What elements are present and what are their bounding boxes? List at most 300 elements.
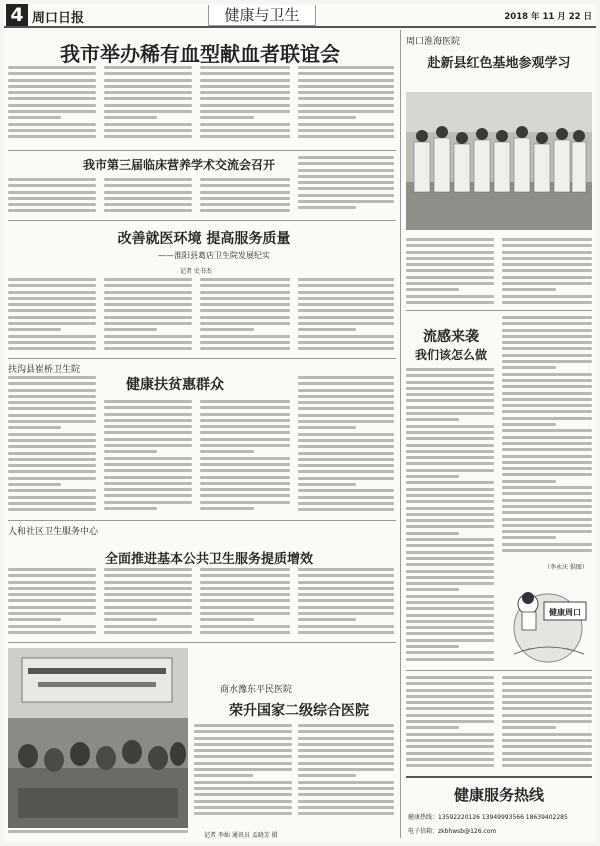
text-line (104, 400, 192, 403)
text-line (298, 194, 394, 197)
text-line (104, 618, 157, 621)
text-line (8, 191, 96, 194)
article-body (200, 400, 290, 516)
text-line (502, 726, 556, 729)
text-line (298, 382, 394, 385)
text-line (406, 658, 494, 661)
text-line (502, 549, 592, 552)
text-line (200, 178, 290, 181)
text-line (8, 178, 96, 181)
text-line (8, 291, 96, 294)
text-line (502, 461, 592, 464)
text-line (298, 793, 394, 796)
text-line (8, 203, 96, 206)
text-line (502, 385, 592, 388)
text-line (104, 191, 192, 194)
newspaper-page (4, 4, 596, 842)
text-line (406, 632, 494, 635)
text-line (298, 156, 394, 159)
text-line (406, 488, 494, 491)
text-line (104, 85, 192, 88)
text-line (104, 91, 192, 94)
article-body (298, 278, 394, 354)
text-line (406, 301, 494, 304)
text-line (298, 297, 394, 300)
text-line (104, 335, 192, 338)
text-line (502, 758, 592, 761)
text-line (104, 469, 192, 472)
text-line (502, 417, 592, 420)
text-line (502, 530, 592, 533)
text-line (406, 475, 459, 478)
text-line (406, 263, 494, 266)
text-line (298, 762, 394, 765)
text-line (502, 695, 592, 698)
text-line (8, 335, 96, 338)
text-line (200, 618, 254, 621)
text-line (8, 303, 96, 306)
text-line (406, 626, 494, 629)
article-body (406, 238, 494, 308)
text-line (8, 489, 96, 492)
text-line (298, 316, 394, 319)
text-line (8, 414, 96, 417)
text-line (502, 429, 592, 432)
text-line (406, 607, 494, 610)
text-line (298, 407, 394, 410)
text-line (298, 496, 394, 499)
text-line (406, 381, 494, 384)
text-line (406, 538, 494, 541)
article-body (104, 400, 192, 516)
text-line (298, 445, 394, 448)
event-photo (8, 648, 188, 828)
text-line (104, 431, 192, 434)
article-body (104, 278, 192, 354)
text-line (298, 426, 356, 429)
text-line (406, 745, 494, 748)
text-line (104, 501, 192, 504)
text-line (104, 425, 192, 428)
text-line (104, 587, 192, 590)
text-line (104, 79, 192, 82)
text-line (298, 593, 394, 596)
text-line (502, 354, 592, 357)
text-line (502, 244, 592, 247)
text-line (502, 505, 592, 508)
text-line (298, 72, 394, 75)
text-line (8, 72, 96, 75)
text-line (104, 97, 192, 100)
text-line (8, 382, 96, 385)
text-line (194, 730, 292, 733)
text-line (406, 282, 494, 285)
article-body (298, 66, 394, 146)
text-line (8, 587, 96, 590)
article-body (406, 368, 494, 668)
text-line (406, 387, 494, 390)
text-line (200, 85, 290, 88)
text-line (502, 486, 592, 489)
hotline-box (406, 776, 592, 838)
text-line (298, 483, 356, 486)
text-line (200, 457, 290, 460)
text-line (406, 758, 494, 761)
text-line (104, 494, 192, 497)
text-line (406, 557, 494, 560)
text-line (104, 413, 192, 416)
text-line (298, 110, 394, 113)
divider (8, 150, 396, 151)
text-line (502, 379, 592, 382)
text-line (502, 373, 592, 376)
text-line (502, 329, 592, 332)
text-line (502, 543, 592, 546)
text-line (194, 724, 292, 727)
text-line (298, 587, 394, 590)
text-line (104, 568, 192, 571)
text-line (406, 295, 494, 298)
article-body (200, 278, 290, 354)
text-line (200, 203, 290, 206)
text-line (502, 366, 556, 369)
text-line (298, 806, 394, 809)
text-line (298, 347, 394, 350)
article-body (502, 316, 592, 556)
text-line (298, 309, 394, 312)
text-line (200, 631, 290, 634)
text-line (406, 532, 459, 535)
text-line (104, 450, 157, 453)
text-line (298, 737, 394, 740)
text-line (104, 291, 192, 294)
text-line (406, 595, 494, 598)
text-line (8, 123, 96, 126)
text-line (502, 423, 556, 426)
text-line (406, 406, 494, 409)
divider (8, 642, 396, 643)
text-line (502, 511, 592, 514)
text-line (200, 419, 290, 422)
text-line (298, 581, 394, 584)
hospital-headline: 荣升国家二级综合医院 (229, 703, 369, 719)
article-body (200, 66, 290, 146)
masthead (4, 4, 596, 28)
text-line (406, 764, 494, 767)
text-line (502, 733, 592, 736)
text-line (104, 463, 192, 466)
text-line (298, 470, 394, 473)
text-line (406, 570, 494, 573)
text-line (104, 347, 192, 350)
text-line (8, 508, 96, 511)
text-line (8, 606, 96, 609)
text-line (8, 284, 96, 287)
text-line (298, 749, 394, 752)
paper-name: 周口日报 (32, 11, 85, 26)
text-line (298, 625, 394, 628)
text-line (298, 284, 394, 287)
text-line (502, 707, 592, 710)
text-line (502, 739, 592, 742)
text-line (298, 781, 394, 784)
text-line (502, 720, 592, 723)
text-line (8, 116, 61, 119)
text-line (8, 389, 96, 392)
text-line (194, 749, 292, 752)
text-line (8, 483, 61, 486)
text-line (200, 291, 290, 294)
text-line (194, 800, 292, 803)
text-line (8, 309, 96, 312)
text-line (406, 739, 494, 742)
text-line (298, 574, 394, 577)
text-line (298, 85, 394, 88)
text-line (502, 257, 592, 260)
text-line (298, 502, 394, 505)
text-line (8, 401, 96, 404)
shangshui-label: 商水豫东平民医院 (220, 685, 293, 695)
text-line (104, 631, 192, 634)
text-line (298, 420, 394, 423)
text-line (200, 488, 290, 491)
text-line (200, 494, 290, 497)
text-line (298, 414, 394, 417)
article-body (200, 178, 290, 216)
text-line (104, 297, 192, 300)
text-line (104, 203, 192, 206)
text-line (8, 464, 96, 467)
text-line (502, 714, 592, 717)
text-line (502, 492, 592, 495)
text-line (406, 418, 459, 421)
flu-headline-1: 流感来袭 (423, 329, 479, 345)
text-line (200, 135, 290, 138)
text-line (8, 496, 96, 499)
text-line (8, 79, 96, 82)
text-line (298, 631, 394, 634)
text-line (104, 438, 192, 441)
text-line (502, 335, 592, 338)
text-line (298, 774, 356, 777)
text-line (8, 593, 96, 596)
text-line (8, 278, 96, 281)
text-line (298, 376, 394, 379)
text-line (104, 316, 192, 319)
text-line (194, 762, 292, 765)
text-line (406, 257, 494, 260)
text-line (200, 482, 290, 485)
text-line (406, 269, 494, 272)
text-line (200, 612, 290, 615)
text-line (298, 66, 394, 69)
text-line (8, 316, 96, 319)
text-line (406, 374, 494, 377)
text-line (104, 129, 192, 132)
text-line (8, 574, 96, 577)
flu-headline-2: 我们该怎么做 (414, 348, 487, 362)
text-line (298, 335, 394, 338)
text-line (104, 209, 192, 212)
text-line (200, 476, 290, 479)
text-line (200, 587, 290, 590)
text-line (194, 781, 292, 784)
text-line (298, 91, 394, 94)
text-line (8, 452, 96, 455)
text-line (406, 469, 494, 472)
text-line (104, 419, 192, 422)
text-line (406, 695, 494, 698)
text-line (502, 341, 592, 344)
text-line (298, 618, 356, 621)
text-line (406, 714, 494, 717)
text-line (200, 469, 290, 472)
env-headline: 改善就医环境 提高服务质量 (117, 231, 291, 247)
text-line (406, 456, 494, 459)
divider (8, 358, 396, 359)
text-line (8, 581, 96, 584)
text-line (298, 489, 394, 492)
text-line (200, 97, 290, 100)
text-line (8, 433, 96, 436)
text-line (502, 288, 556, 291)
text-line (406, 519, 494, 522)
text-line (298, 568, 394, 571)
text-line (298, 123, 394, 126)
text-line (298, 812, 394, 815)
text-line (104, 328, 157, 331)
text-line (298, 599, 394, 602)
text-line (104, 284, 192, 287)
text-line (406, 707, 494, 710)
text-line (200, 316, 290, 319)
text-line (200, 593, 290, 596)
article-body (298, 156, 394, 216)
fugou-label: 扶沟县崔桥卫生院 (8, 365, 81, 375)
text-line (502, 392, 592, 395)
text-line (298, 303, 394, 306)
text-line (502, 442, 592, 445)
text-line (200, 79, 290, 82)
text-line (200, 328, 254, 331)
text-line (298, 395, 394, 398)
text-line (8, 568, 96, 571)
community-label: 人和社区卫生服务中心 (8, 527, 99, 537)
hotline-email: 电子信箱：zkbhwsb@126.com (408, 828, 497, 835)
text-line (200, 284, 290, 287)
text-line (200, 197, 290, 200)
text-line (298, 401, 394, 404)
text-line (406, 444, 494, 447)
issue-date: 2018 年 11 月 22 日 (504, 12, 592, 22)
text-line (298, 452, 394, 455)
photo-caption (8, 830, 188, 840)
text-line (200, 431, 290, 434)
text-line (298, 768, 394, 771)
text-line (8, 209, 96, 212)
text-line (194, 812, 292, 815)
text-line (8, 612, 96, 615)
text-line (200, 91, 290, 94)
text-line (200, 66, 290, 69)
text-line (298, 97, 394, 100)
text-line (406, 399, 494, 402)
article-body (502, 238, 592, 308)
article-body (8, 278, 96, 354)
text-line (406, 588, 459, 591)
text-line (8, 625, 96, 628)
text-line (200, 425, 290, 428)
text-line (8, 618, 61, 621)
text-line (298, 341, 394, 344)
text-line (104, 444, 192, 447)
right-label: 周口淮海医院 (406, 37, 461, 47)
text-line (298, 200, 394, 203)
text-line (200, 341, 290, 344)
text-line (8, 599, 96, 602)
text-line (406, 494, 494, 497)
divider (406, 310, 592, 311)
text-line (298, 458, 394, 461)
text-line (406, 507, 494, 510)
text-line (298, 206, 356, 209)
text-line (406, 551, 494, 554)
text-line (200, 413, 290, 416)
text-line (104, 606, 192, 609)
text-line (8, 91, 96, 94)
text-line (406, 251, 494, 254)
text-line (502, 398, 592, 401)
text-line (406, 450, 494, 453)
text-line (104, 278, 192, 281)
text-line (200, 599, 290, 602)
text-line (8, 631, 96, 634)
text-line (104, 309, 192, 312)
text-line (502, 269, 592, 272)
text-line (104, 178, 192, 181)
text-line (104, 197, 192, 200)
text-line (8, 297, 96, 300)
text-line (502, 295, 592, 298)
text-line (502, 282, 592, 285)
text-line (298, 724, 394, 727)
text-line (406, 645, 459, 648)
text-line (502, 689, 592, 692)
text-line (406, 689, 494, 692)
text-line (200, 606, 290, 609)
text-line (8, 341, 96, 344)
red-base-photo (406, 92, 592, 230)
text-line (406, 620, 494, 623)
text-line (104, 574, 192, 577)
article-body (8, 376, 96, 516)
text-line (502, 360, 592, 363)
text-line (104, 581, 192, 584)
text-line (406, 720, 494, 723)
text-line (200, 278, 290, 281)
text-line (502, 263, 592, 266)
article-body (298, 568, 394, 638)
text-line (104, 457, 192, 460)
text-line (104, 599, 192, 602)
mascot-sign: 健康周口 (549, 608, 581, 617)
text-line (406, 682, 494, 685)
text-line (200, 444, 290, 447)
text-line (8, 110, 96, 113)
text-line (502, 410, 592, 413)
article-body (200, 568, 290, 638)
text-line (298, 606, 394, 609)
